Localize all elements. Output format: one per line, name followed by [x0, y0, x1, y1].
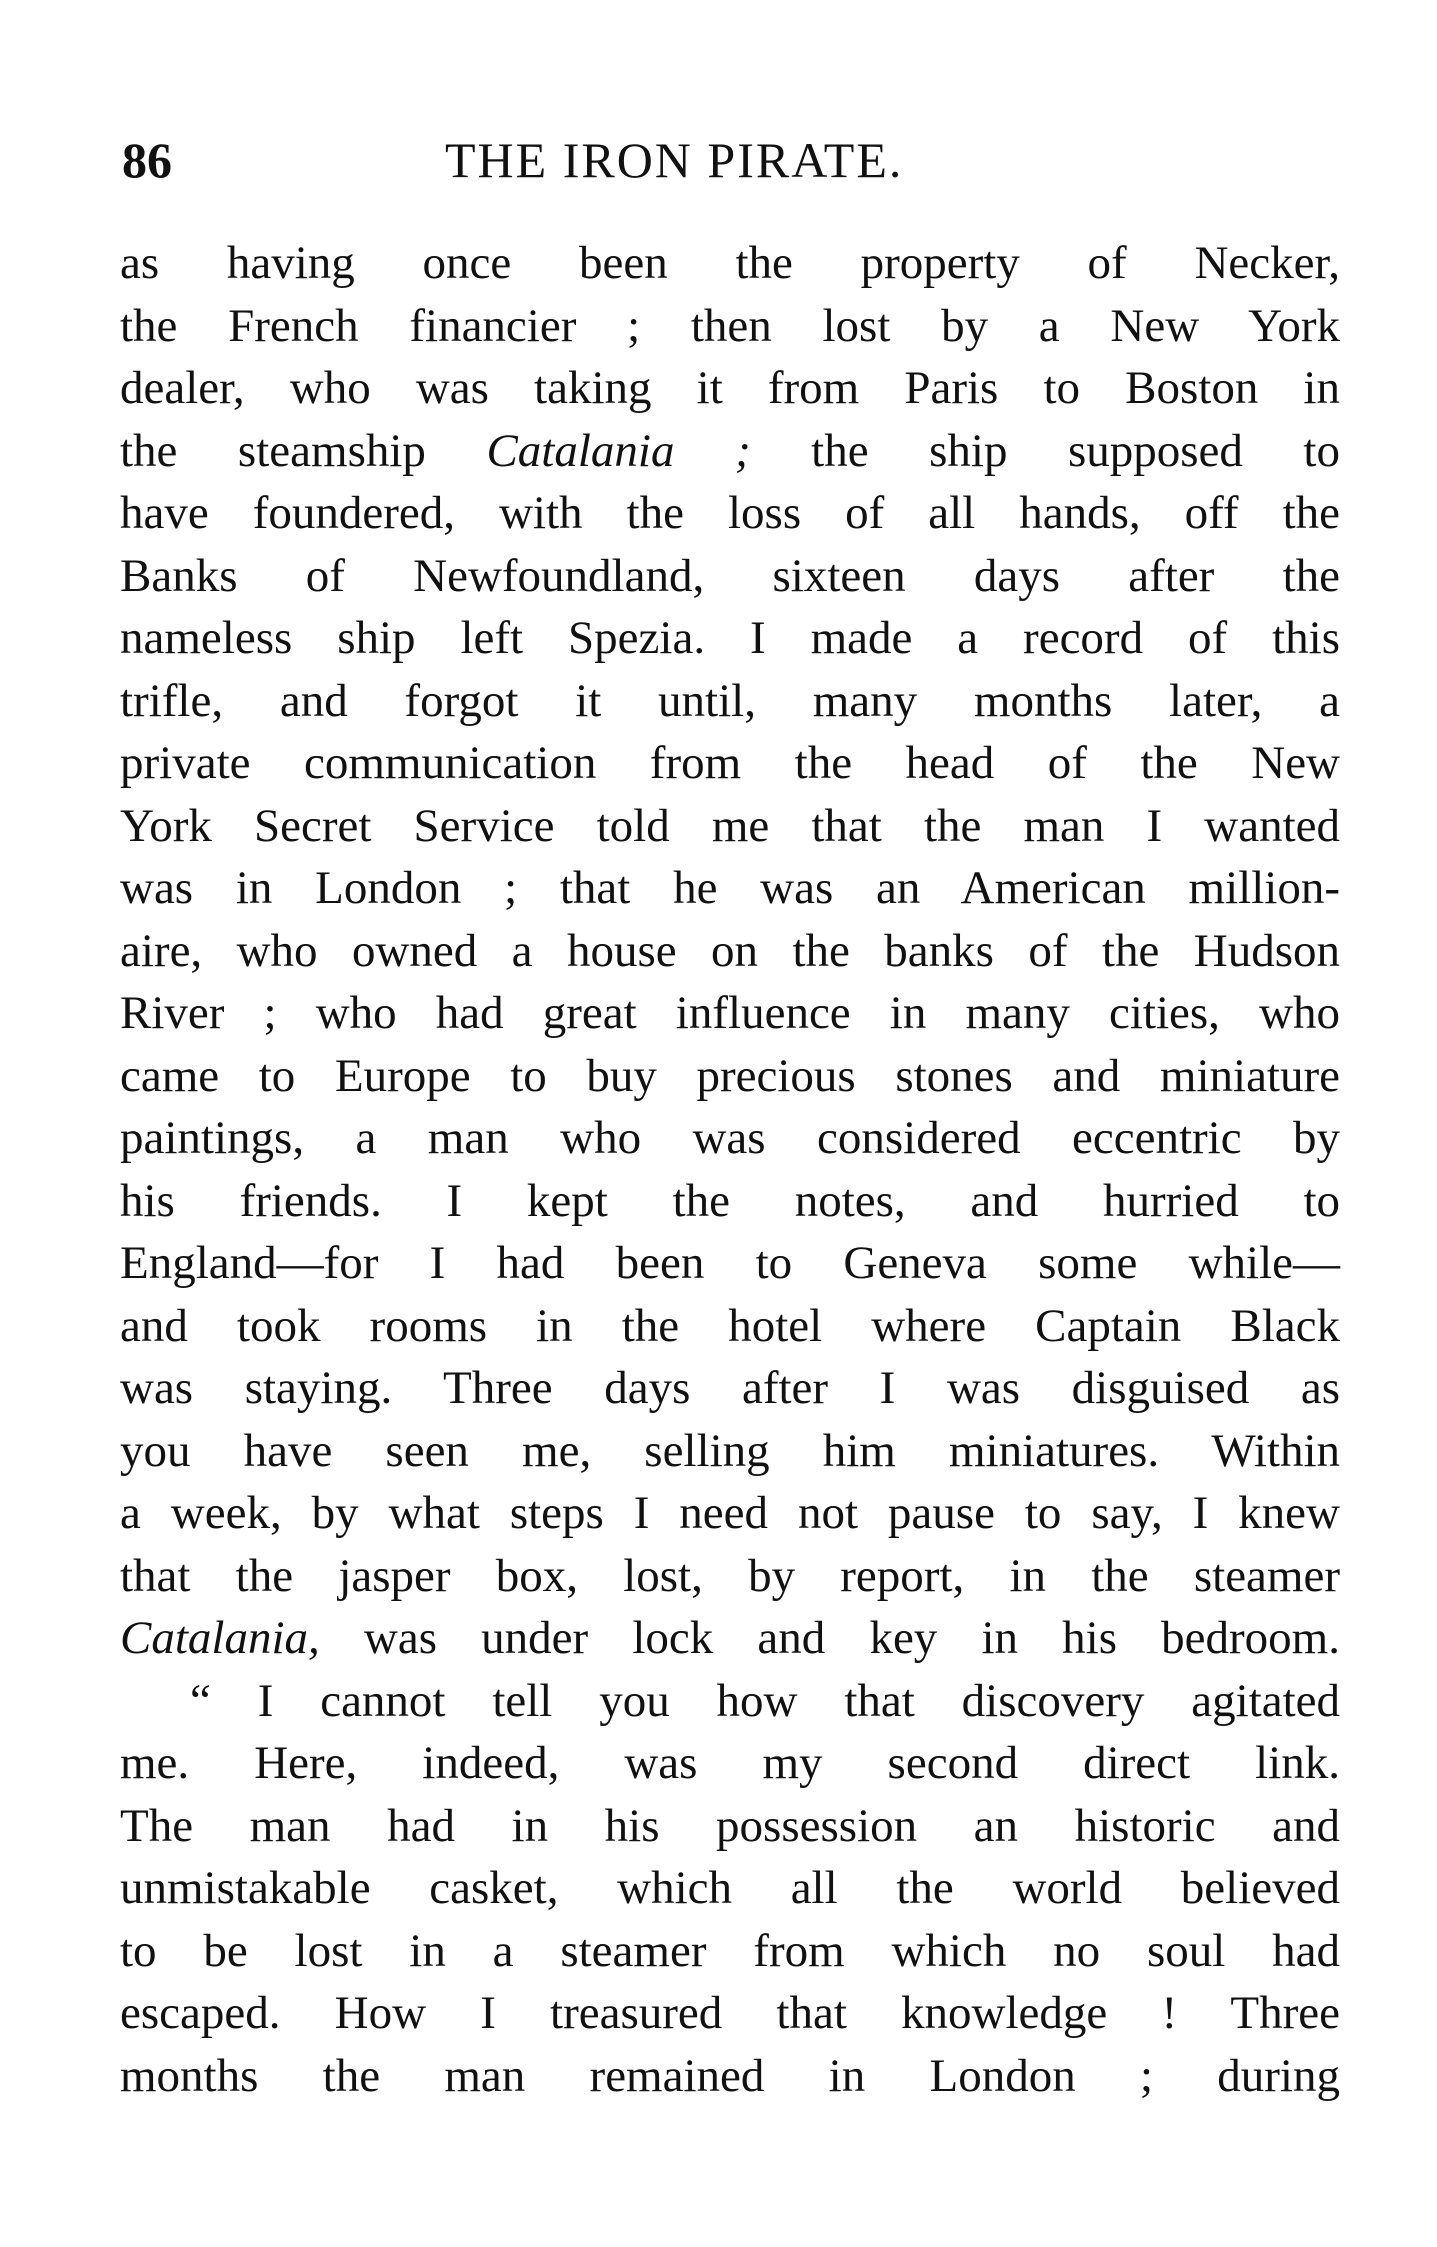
text-line: Banks of Newfoundland, sixteen days after the	[120, 549, 1340, 602]
text-line: and took rooms in the hotel where Captain Black	[120, 1299, 1340, 1352]
text-line: as having once been the property of Necker,	[120, 237, 1340, 289]
text-line: dealer, who was taking it from Paris to Boston in	[120, 362, 1340, 414]
text-line: to be lost in a steamer from which no soul had	[120, 1924, 1340, 1977]
text-line: the French financier ; then lost by a New York	[120, 299, 1340, 352]
text-line: was in London ; that he was an American million-	[120, 862, 1340, 914]
text-line: England—for I had been to Geneva some while—	[120, 1237, 1340, 1289]
body-text	[120, 232, 1340, 2107]
text-line: escaped. How I treasured that knowledge ! Three	[120, 1987, 1340, 2039]
text-line: the steamship Catalania ; the ship supposed to	[120, 424, 1340, 477]
ship-name-italic: Catalania ;	[486, 424, 751, 477]
text-line: “ I cannot tell you how that discovery agitated	[190, 1674, 1340, 1727]
text-line: private communication from the head of the New	[120, 737, 1340, 789]
page-number: 86	[122, 132, 172, 188]
text-line: Catalania, was under lock and key in his bedroom.	[120, 1612, 1340, 1664]
text-line: me. Here, indeed, was my second direct link.	[120, 1737, 1340, 1789]
text-line: York Secret Service told me that the man I wanted	[120, 799, 1340, 852]
text-line: aire, who owned a house on the banks of the Hudson	[120, 924, 1340, 977]
text-line: The man had in his possession an historic and	[120, 1799, 1340, 1852]
text-line: that the jasper box, lost, by report, in the steamer	[120, 1549, 1340, 1602]
text-line: River ; who had great influence in many cities, who	[120, 987, 1340, 1039]
text-line: unmistakable casket, which all the world believed	[120, 1862, 1340, 1914]
running-title: THE IRON PIRATE.	[445, 132, 904, 188]
text-line: was staying. Three days after I was disguised as	[120, 1362, 1340, 1414]
text-line: a week, by what steps I need not pause to say, I knew	[120, 1487, 1340, 1539]
text-line: months the man remained in London ; during	[120, 2049, 1340, 2102]
text-line: came to Europe to buy precious stones and miniature	[120, 1049, 1340, 1102]
text-line: paintings, a man who was considered eccentric by	[120, 1112, 1340, 1164]
text-line: his friends. I kept the notes, and hurried to	[120, 1174, 1340, 1227]
text-line: have foundered, with the loss of all hands, off the	[120, 487, 1340, 539]
text-line: trifle, and forgot it until, many months later, a	[120, 674, 1340, 727]
ship-name-italic: Catalania,	[120, 1612, 320, 1664]
text-line: nameless ship left Spezia. I made a record of this	[120, 612, 1340, 664]
text-line: you have seen me, selling him miniatures. Within	[120, 1424, 1340, 1477]
